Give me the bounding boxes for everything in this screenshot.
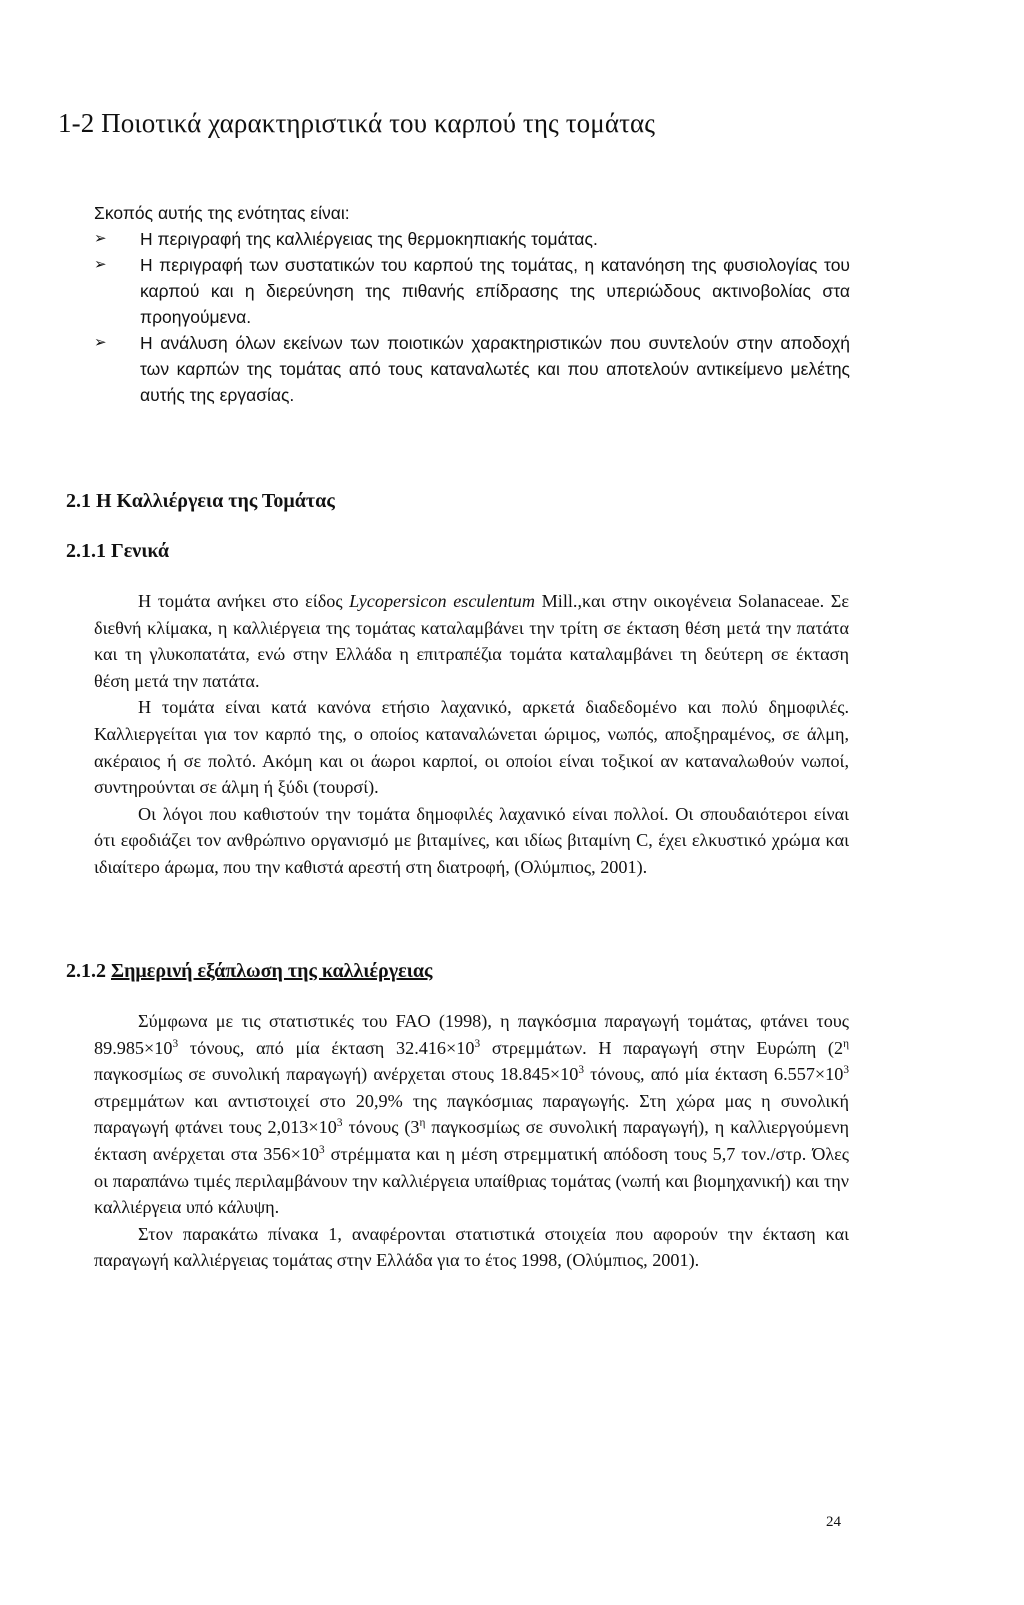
species-name: Lycopersicon esculentum <box>349 591 536 611</box>
chapter-title: 1-2 Ποιοτικά χαρακτηριστικά του καρπού της τομάτας <box>58 108 656 138</box>
paragraph: Η τομάτα είναι κατά κανόνα ετήσιο λαχανικό, αρκετά διαδεδομένο και πολύ δημοφιλές. Καλλιεργείται για τον καρπό της, ο οποίος καταναλώνεται ώριμος, νωπός, αποξηραμένος, σε άλμη, ακέραιος ή σε πολτό. Ακόμη και οι άωροι καρποί, οι οποίοι είναι τοξικοί αν καταναλωθούν νωποί, συντηρούνται σε άλμη ή ξύδι (τουρσί). <box>94 697 849 798</box>
intro-section <box>94 200 850 408</box>
section-2-1-2-body <box>94 1008 849 1274</box>
list-item-text: Η περιγραφή των συστατικών του καρπού της τομάτας, η κατανόηση της φυσιολογίας του καρπού και η διερεύνηση της πιθανής επίδρασης της υπεριώδους ακτινοβολίας στα προηγούμενα. <box>140 255 850 327</box>
arrow-bullet-icon: ➢ <box>94 230 107 247</box>
list-item <box>94 226 850 252</box>
list-item-text: Η περιγραφή της καλλιέργειας της θερμοκηπιακής τομάτας. <box>140 229 598 249</box>
arrow-bullet-icon: ➢ <box>94 334 107 351</box>
arrow-bullet-icon: ➢ <box>94 256 107 273</box>
paragraph: Οι λόγοι που καθιστούν την τομάτα δημοφιλές λαχανικό είναι πολλοί. Οι σπουδαιότεροι είναι ότι εφοδιάζει τον ανθρώπινο οργανισμό με βιταμίνες, και ιδίως βιταμίνη C, έχει ελκυστικό χρώμα και ιδιαίτερο άρωμα, που την καθιστά αρεστή στη διατροφή, (Ολύμπιος, 2001). <box>94 803 849 877</box>
section-heading-2-1-2: 2.1.2 Σημερινή εξάπλωση της καλλιέργειας <box>66 960 433 982</box>
section-2-1-1-body <box>94 588 849 881</box>
paragraph: Η τομάτα ανήκει στο είδος Lycopersicon esculentum Mill.,και στην οικογένεια Solanaceae. Σε διεθνή κλίμακα, η καλλιέργεια της τομάτας καταλαμβάνει την τρίτη σε έκταση θέση μετά την πατάτα και τη γλυκοπατάτα, ενώ στην Ελλάδα η επιτραπέζια τομάτα καταλαμβάνει τη δεύτερη σε έκταση θέση μετά την πατάτα. <box>94 591 850 691</box>
list-item-text: Η ανάλυση όλων εκείνων των ποιοτικών χαρακτηριστικών που συντελούν στην αποδοχή των καρπών της τομάτας από τους καταναλωτές και που αποτελούν αντικείμενο μελέτης αυτής της εργασίας. <box>140 333 850 405</box>
objectives-list <box>94 226 850 408</box>
list-item <box>94 330 850 408</box>
intro-lead: Σκοπός αυτής της ενότητας είναι: <box>94 203 350 223</box>
section-heading-2-1: 2.1 Η Καλλιέργεια της Τομάτας <box>66 490 335 512</box>
page-number: 24 <box>826 1514 841 1530</box>
paragraph: Στον παρακάτω πίνακα 1, αναφέρονται στατιστικά στοιχεία που αφορούν την έκταση και παραγωγή καλλιέργειας τομάτας στην Ελλάδα για το έτος 1998, (Ολύμπιος, 2001). <box>94 1223 849 1271</box>
list-item <box>94 252 850 330</box>
section-heading-2-1-1: 2.1.1 Γενικά <box>66 540 170 562</box>
paragraph: Σύμφωνα με τις στατιστικές του FAO (1998), η παγκόσμια παραγωγή τομάτας, φτάνει τους $89.985\times 10^3$ τόνους, από μία έκταση $32.416\times 10^3$ στρεμμάτων. Η παραγωγή στην Ευρώπη ($2^\eta$ παγκοσμίως σε συνολική παραγωγή) ανέρχεται στους $18.845\times 10^3$ τόνους, από μία έκταση $6.557\times 10^3$ στρεμμάτων και αντιστοιχεί στο 20,9% της παγκόσμιας παραγωγής. Στη χώρα μας η συνολική παραγωγή φτάνει τους $2,013\times 10^3$ τόνους ($3^\eta$ παγκοσμίως σε συνολική παραγωγή), η καλλιεργούμενη έκταση ανέρχεται στα $356\times 10^3$ στρέμματα και η μέση στρεμματική απόδοση τους 5,7 τον./στρ. Όλες οι παραπάνω τιμές περιλαμβάνουν την καλλιέργεια υπαίθριας τομάτας (νωπή και βιομηχανική) και την καλλιέργεια υπό κάλυψη. <box>94 1011 850 1218</box>
